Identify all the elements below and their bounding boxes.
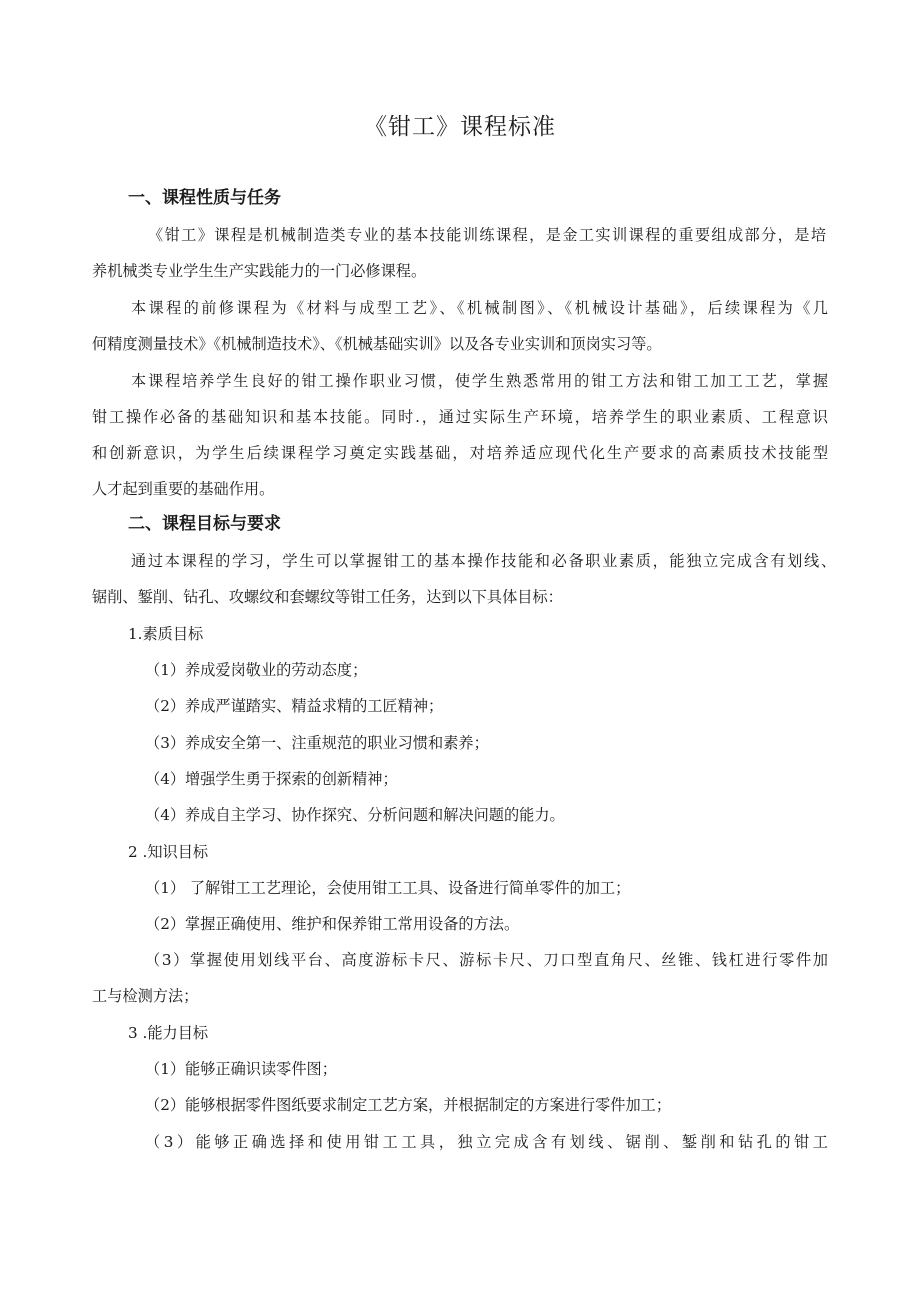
list-item: （3）养成安全第一、注重规范的职业习惯和素养； (145, 734, 489, 752)
list-item: （1）养成爱岗敬业的劳动态度； (145, 661, 368, 679)
subsection-label-knowledge: 2 .知识目标 (128, 843, 209, 861)
paragraph-line: 何精度测量技术》《机械制造技术》、《机械基础实训》以及各专业实训和顶岗实习等。 (92, 335, 662, 353)
list-item: （1）能够正确识读零件图； (145, 1060, 337, 1078)
section-heading-1: 一、课程性质与任务 (128, 188, 281, 208)
list-item: （1） 了解钳工工艺理论，会使用钳工工具、设备进行简单零件的加工； (145, 879, 631, 897)
list-item: （3）能够正确选择和使用钳工工具，独立完成含有划线、锯削、錾削和钻孔的钳工 (145, 1133, 828, 1151)
document-title: 《钳工》课程标准 (364, 114, 556, 140)
list-item-continuation: 工与检测方法； (92, 987, 199, 1005)
subsection-label-ability: 3 .能力目标 (128, 1024, 209, 1042)
paragraph-line: 《钳工》课程是机械制造类专业的基本技能训练课程，是金工实训课程的重要组成部分，是培 (148, 226, 826, 244)
paragraph-line: 人才起到重要的基础作用。 (92, 480, 275, 498)
paragraph-line: 通过本课程的学习，学生可以掌握钳工的基本操作技能和必备职业素质，能独立完成含有划线、 (131, 552, 836, 570)
paragraph-line: 钳工操作必备的基础知识和基本技能。同时.，通过实际生产环境，培养学生的职业素质、工程意识 (92, 408, 828, 426)
list-item: （2）养成严谨踏实、精益求精的工匠精神； (145, 697, 444, 715)
paragraph-line: 锯削、錾削、钻孔、攻螺纹和套螺纹等钳工任务，达到以下具体目标： (92, 588, 563, 606)
subsection-label-quality: 1.素质目标 (128, 625, 204, 643)
paragraph-line: 本课程培养学生良好的钳工操作职业习惯，使学生熟悉常用的钳工方法和钳工加工工艺，掌握 (131, 372, 828, 390)
list-item: （2）掌握正确使用、维护和保养钳工常用设备的方法。 (145, 915, 520, 933)
paragraph-line: 本课程的前修课程为《材料与成型工艺》、《机械制图》、《机械设计基础》，后续课程为《几 (131, 299, 828, 317)
section-heading-2: 二、课程目标与要求 (128, 514, 281, 534)
list-item: （4）增强学生勇于探索的创新精神； (145, 770, 398, 788)
list-item: （3）掌握使用划线平台、高度游标卡尺、游标卡尺、刀口型直角尺、丝锥、钱杠进行零件加 (145, 951, 828, 969)
paragraph-line: 和创新意识，为学生后续课程学习奠定实践基础，对培养适应现代化生产要求的高素质技术技能型 (92, 444, 828, 462)
list-item: （2）能够根据零件图纸要求制定工艺方案，并根据制定的方案进行零件加工； (145, 1096, 672, 1114)
paragraph-line: 养机械类专业学生生产实践能力的一门必修课程。 (92, 262, 427, 280)
list-item: （4）养成自主学习、协作探究、分析问题和解决问题的能力。 (145, 806, 565, 824)
